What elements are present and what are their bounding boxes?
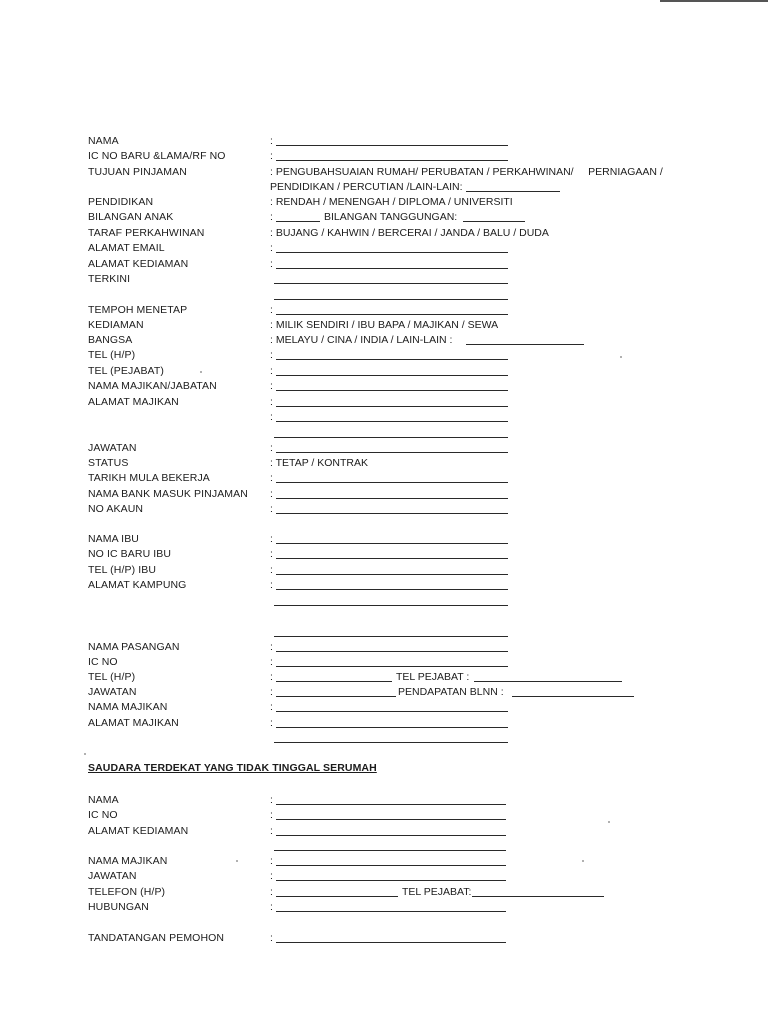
field-nama-ibu	[0, 532, 768, 546]
field-alamat-kediaman-saudara	[0, 824, 768, 838]
field-tel-ibu	[0, 563, 768, 577]
colon: :	[270, 349, 273, 361]
input-line[interactable]	[276, 375, 508, 376]
colon: :	[270, 564, 273, 576]
field-label: NO IC BARU IBU	[88, 548, 172, 560]
input-line[interactable]	[276, 421, 508, 422]
colon: :	[270, 686, 273, 698]
input-line[interactable]	[276, 835, 506, 836]
colon: :	[270, 870, 273, 882]
input-line[interactable]	[274, 636, 508, 637]
field-label: NAMA	[88, 135, 119, 147]
input-line[interactable]	[276, 911, 506, 912]
input-line[interactable]	[274, 850, 506, 851]
colon: :	[270, 886, 273, 898]
field-tujuan-pinjaman	[0, 165, 768, 179]
field-alamat-majikan	[0, 395, 768, 409]
input-line[interactable]	[276, 145, 508, 146]
input-line[interactable]	[276, 804, 506, 805]
input-line[interactable]	[274, 283, 508, 284]
options-text: : MILIK SENDIRI / IBU BAPA / MAJIKAN / SEWA	[270, 319, 499, 331]
colon: :	[270, 717, 273, 729]
inline-label: TEL PEJABAT:	[402, 886, 472, 898]
field-nama-bank	[0, 487, 768, 501]
options-text: : RENDAH / MENENGAH / DIPLOMA / UNIVERSITI	[270, 196, 513, 208]
scan-speck	[236, 860, 238, 862]
field-label: JAWATAN	[88, 686, 137, 698]
input-line[interactable]	[276, 681, 392, 682]
field-tujuan-pinjaman-cont	[0, 180, 768, 194]
field-status	[0, 456, 768, 470]
field-alamat-kediaman	[0, 257, 768, 271]
field-label: NAMA PASANGAN	[88, 641, 180, 653]
field-telefon-saudara	[0, 885, 768, 899]
colon: :	[270, 825, 273, 837]
field-pendidikan	[0, 195, 768, 209]
input-line[interactable]	[276, 359, 508, 360]
colon: :	[270, 365, 273, 377]
colon: :	[270, 396, 273, 408]
scan-speck	[608, 821, 610, 823]
field-label: TARIKH MULA BEKERJA	[88, 472, 210, 484]
field-label: TEL (H/P) IBU	[88, 564, 157, 576]
colon: :	[270, 472, 273, 484]
field-label: STATUS	[88, 457, 129, 469]
input-line[interactable]	[276, 513, 508, 514]
scan-speck	[620, 356, 622, 358]
field-label: ALAMAT MAJIKAN	[88, 717, 179, 729]
field-label: IC NO	[88, 809, 118, 821]
field-label: ALAMAT KEDIAMAN	[88, 258, 189, 270]
input-line[interactable]	[276, 252, 508, 253]
field-label: NAMA MAJIKAN	[88, 701, 168, 713]
field-ic-no-pasangan	[0, 655, 768, 669]
field-label: NO AKAUN	[88, 503, 144, 515]
input-line[interactable]	[276, 160, 508, 161]
colon: :	[270, 579, 273, 591]
field-no-ic-ibu	[0, 547, 768, 561]
field-label: BANGSA	[88, 334, 133, 346]
field-label: PENDIDIKAN	[88, 196, 154, 208]
colon: :	[270, 150, 273, 162]
scan-edge-mark	[660, 0, 768, 2]
scan-speck	[582, 860, 584, 862]
input-line[interactable]	[276, 574, 508, 575]
input-line[interactable]	[276, 711, 508, 712]
colon: :	[270, 855, 273, 867]
field-label: TUJUAN PINJAMAN	[88, 166, 187, 178]
input-line[interactable]	[276, 865, 506, 866]
colon: :	[270, 901, 273, 913]
field-alamat-majikan-pasangan	[0, 716, 768, 730]
blank-line-row	[0, 625, 768, 639]
field-label: BILANGAN ANAK	[88, 211, 174, 223]
input-line[interactable]	[276, 498, 508, 499]
input-line[interactable]	[276, 666, 508, 667]
options-text: : PENGUBAHSUAIAN RUMAH/ PERUBATAN / PERKAHWINAN/ PERNIAGAAN /	[270, 166, 663, 178]
input-line[interactable]	[472, 896, 604, 897]
field-label: HUBUNGAN	[88, 901, 149, 913]
input-line[interactable]	[276, 482, 508, 483]
field-tel-hp	[0, 348, 768, 362]
colon: :	[270, 656, 273, 668]
input-line[interactable]	[276, 221, 320, 222]
field-label: IC NO	[88, 656, 118, 668]
colon: :	[270, 258, 273, 270]
field-tandatangan	[0, 931, 768, 945]
colon: :	[270, 503, 273, 515]
field-label: ALAMAT KEDIAMAN	[88, 825, 189, 837]
field-jawatan-pasangan	[0, 685, 768, 699]
field-label: NAMA MAJIKAN/JABATAN	[88, 380, 217, 392]
field-label: ALAMAT EMAIL	[88, 242, 165, 254]
field-alamat-kampung	[0, 578, 768, 592]
field-label: NAMA	[88, 794, 119, 806]
field-label: TARAF PERKAHWINAN	[88, 227, 205, 239]
input-line[interactable]	[274, 437, 508, 438]
input-line[interactable]	[276, 651, 508, 652]
colon: :	[270, 794, 273, 806]
input-line[interactable]	[274, 299, 508, 300]
options-text: PENDIDIKAN / PERCUTIAN /LAIN-LAIN:	[270, 181, 463, 193]
options-text: : TETAP / KONTRAK	[270, 457, 369, 469]
colon: :	[270, 380, 273, 392]
blank-line-row	[0, 839, 768, 853]
field-kediaman	[0, 318, 768, 332]
input-line[interactable]	[466, 344, 584, 345]
input-line[interactable]	[276, 314, 508, 315]
input-line[interactable]	[276, 819, 506, 820]
blank-line-row	[0, 288, 768, 302]
field-label: TANDATANGAN PEMOHON	[88, 932, 225, 944]
colon: :	[270, 548, 273, 560]
field-label: ALAMAT KAMPUNG	[88, 579, 187, 591]
blank-line-row	[0, 426, 768, 440]
field-ic-no-saudara	[0, 808, 768, 822]
colon: :	[270, 488, 273, 500]
scan-speck	[84, 753, 86, 755]
colon: :	[270, 809, 273, 821]
colon: :	[270, 211, 273, 223]
input-line[interactable]	[474, 681, 622, 682]
colon: :	[270, 442, 273, 454]
colon: :	[270, 242, 273, 254]
colon: :	[270, 304, 273, 316]
field-nama	[0, 134, 768, 148]
field-taraf-perkahwinan	[0, 226, 768, 240]
field-nama-majikan-jabatan	[0, 379, 768, 393]
field-label: TEL (H/P)	[88, 349, 136, 361]
field-label: TELEFON (H/P)	[88, 886, 166, 898]
input-line[interactable]	[512, 696, 634, 697]
input-line[interactable]	[276, 880, 506, 881]
field-tel-pasangan	[0, 670, 768, 684]
colon: :	[270, 411, 273, 423]
field-nama-majikan-saudara	[0, 854, 768, 868]
field-label: NAMA IBU	[88, 533, 139, 545]
field-label: KEDIAMAN	[88, 319, 144, 331]
field-bangsa	[0, 333, 768, 347]
colon: :	[270, 641, 273, 653]
blank-line-row	[0, 410, 768, 424]
input-line[interactable]	[274, 742, 508, 743]
input-line[interactable]	[276, 406, 508, 407]
colon: :	[270, 671, 273, 683]
field-no-akaun	[0, 502, 768, 516]
input-line[interactable]	[276, 942, 506, 943]
field-label: ALAMAT MAJIKAN	[88, 396, 179, 408]
input-line[interactable]	[276, 727, 508, 728]
blank-line-row	[0, 731, 768, 745]
colon: :	[270, 701, 273, 713]
input-line[interactable]	[276, 543, 508, 544]
field-label: TEL (PEJABAT)	[88, 365, 164, 377]
input-line[interactable]	[463, 221, 525, 222]
field-label: NAMA MAJIKAN	[88, 855, 168, 867]
field-label: IC NO BARU &LAMA/RF NO	[88, 150, 226, 162]
field-nama-pasangan	[0, 640, 768, 654]
field-label: NAMA BANK MASUK PINJAMAN	[88, 488, 248, 500]
field-label: TERKINI	[88, 273, 131, 285]
input-line[interactable]	[276, 896, 398, 897]
field-ic-no	[0, 149, 768, 163]
input-line[interactable]	[276, 589, 508, 590]
field-nama-majikan-pasangan	[0, 700, 768, 714]
field-hubungan	[0, 900, 768, 914]
inline-label: BILANGAN TANGGUNGAN:	[324, 211, 458, 223]
colon: :	[270, 533, 273, 545]
input-line[interactable]	[274, 605, 508, 606]
input-line[interactable]	[276, 268, 508, 269]
field-bilangan-anak	[0, 210, 768, 224]
options-text: : MELAYU / CINA / INDIA / LAIN-LAIN :	[270, 334, 453, 346]
field-jawatan-saudara	[0, 869, 768, 883]
field-tel-pejabat	[0, 364, 768, 378]
field-jawatan	[0, 441, 768, 455]
inline-label: PENDAPATAN BLNN :	[398, 686, 504, 698]
field-tempoh-menetap	[0, 303, 768, 317]
field-label: TEL (H/P)	[88, 671, 136, 683]
field-tarikh-mula-bekerja	[0, 471, 768, 485]
input-line[interactable]	[276, 558, 508, 559]
input-line[interactable]	[276, 696, 396, 697]
field-alamat-kediaman-cont	[0, 272, 768, 286]
scan-speck	[200, 371, 202, 373]
options-text: : BUJANG / KAHWIN / BERCERAI / JANDA / BALU / DUDA	[270, 227, 549, 239]
colon: :	[270, 135, 273, 147]
blank-line-row	[0, 594, 768, 608]
input-line[interactable]	[466, 191, 560, 192]
colon: :	[270, 932, 273, 944]
field-label: TEMPOH MENETAP	[88, 304, 188, 316]
field-nama-saudara	[0, 793, 768, 807]
input-line[interactable]	[276, 390, 508, 391]
section-heading: SAUDARA TERDEKAT YANG TIDAK TINGGAL SERUMAH	[88, 762, 377, 774]
field-alamat-email	[0, 241, 768, 255]
inline-label: TEL PEJABAT :	[396, 671, 470, 683]
field-label: JAWATAN	[88, 442, 137, 454]
input-line[interactable]	[276, 452, 508, 453]
field-label: JAWATAN	[88, 870, 137, 882]
